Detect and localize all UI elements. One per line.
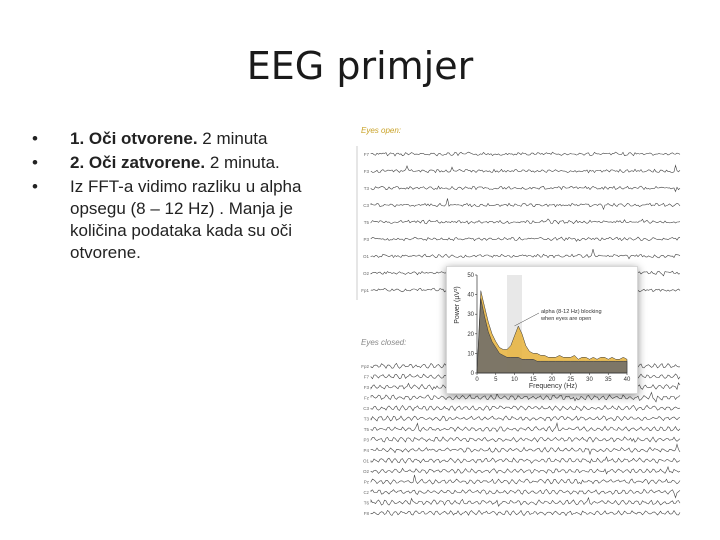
eeg-trace-line [371,444,680,454]
channel-label: F3 [363,385,369,390]
x-tick-label: 35 [604,377,612,383]
eeg-trace-line [371,152,680,156]
bullet-text: Iz FFT-a vidimo razliku u alpha opsegu (8 – 12 Hz) . Manja je količina podataka kada su oči otvorene. [70,177,302,262]
eeg-trace-line [371,237,680,241]
bullet-dot-icon: • [32,129,38,148]
bullet-list [28,128,328,266]
eeg-trace-line [371,416,680,421]
eeg-trace-line [371,186,680,191]
eeg-trace-line [371,498,680,506]
x-tick-label: 40 [623,377,631,383]
slide-title: EEG primjer [246,44,474,88]
annotation-label: alpha (8-12 Hz) blocking [541,309,602,315]
eeg-trace-line [371,219,680,224]
eeg-trace-line [371,405,680,410]
bullet-dot-icon: • [32,177,38,196]
fft-power-spectrum-chart [446,266,638,394]
eeg-trace-line [371,423,680,432]
bullet-text: 2 minuta [197,129,268,148]
channel-label: Fp2 [361,364,369,369]
bullet-text: 2 minuta. [205,153,280,172]
bullet-item [28,128,328,150]
eeg-trace-line [371,475,680,484]
channel-label: P3 [363,437,369,443]
channel-label: F3 [363,169,369,174]
channel-label: O2 [362,469,369,474]
x-tick-label: 0 [475,377,479,383]
y-tick-label: 50 [467,273,474,279]
y-tick-label: 40 [467,292,474,299]
bullet-dot-icon: • [32,153,38,172]
channel-label: P4 [363,448,369,453]
x-tick-label: 15 [529,377,537,383]
eeg-trace-line [371,437,680,442]
y-tick-label: 0 [470,371,474,377]
eyes-closed-label: Eyes closed: [361,338,407,347]
eeg-trace-line [371,489,680,497]
channel-label: F7 [363,152,369,157]
channel-label: F8 [363,511,369,516]
channel-label: Fp1 [361,288,369,293]
y-tick-label: 20 [467,331,474,338]
series-group [477,291,627,373]
y-tick-label: 30 [467,312,474,319]
eeg-trace-line [371,198,680,209]
channel-label: Cz [363,490,369,495]
bullet-bold: 2. Oči zatvorene. [70,153,206,172]
channel-label: Pz [363,479,369,485]
bullet-item [28,176,328,264]
channel-label: T3 [363,186,369,191]
bullet-item [28,152,328,174]
eyes-open-label: Eyes open: [361,126,402,135]
channel-label: C3 [363,203,369,208]
y-tick-label: 10 [467,351,474,358]
channel-label: P3 [363,237,369,242]
channel-label: Fz [364,395,369,401]
channel-label: O2 [362,271,369,276]
x-tick-label: 30 [586,377,593,383]
channel-label: T5 [363,220,369,225]
eeg-trace-line [371,457,680,463]
channel-label: O1 [362,254,369,259]
x-axis-label: Frequency (Hz) [528,383,578,390]
eeg-trace-line [371,249,680,259]
channel-label: C3 [363,406,369,411]
x-tick-label: 25 [567,377,575,383]
fft-chart-svg [447,267,637,393]
annotation-label: when eyes are open [541,316,592,322]
channel-label: T3 [363,416,369,422]
eeg-trace-line [371,467,680,474]
x-tick-label: 10 [511,377,518,383]
eeg-trace-line [371,510,680,515]
channel-label: T6 [363,500,369,506]
x-tick-label: 5 [494,377,498,383]
channel-label: F7 [363,374,369,380]
x-tick-label: 20 [548,377,556,383]
bullet-bold: 1. Oči otvorene. [70,129,198,148]
channel-label: O1 [362,458,369,464]
y-axis-label: Power (µV²) [454,286,461,324]
channel-label: T5 [363,427,369,432]
eeg-trace-line [371,165,680,172]
